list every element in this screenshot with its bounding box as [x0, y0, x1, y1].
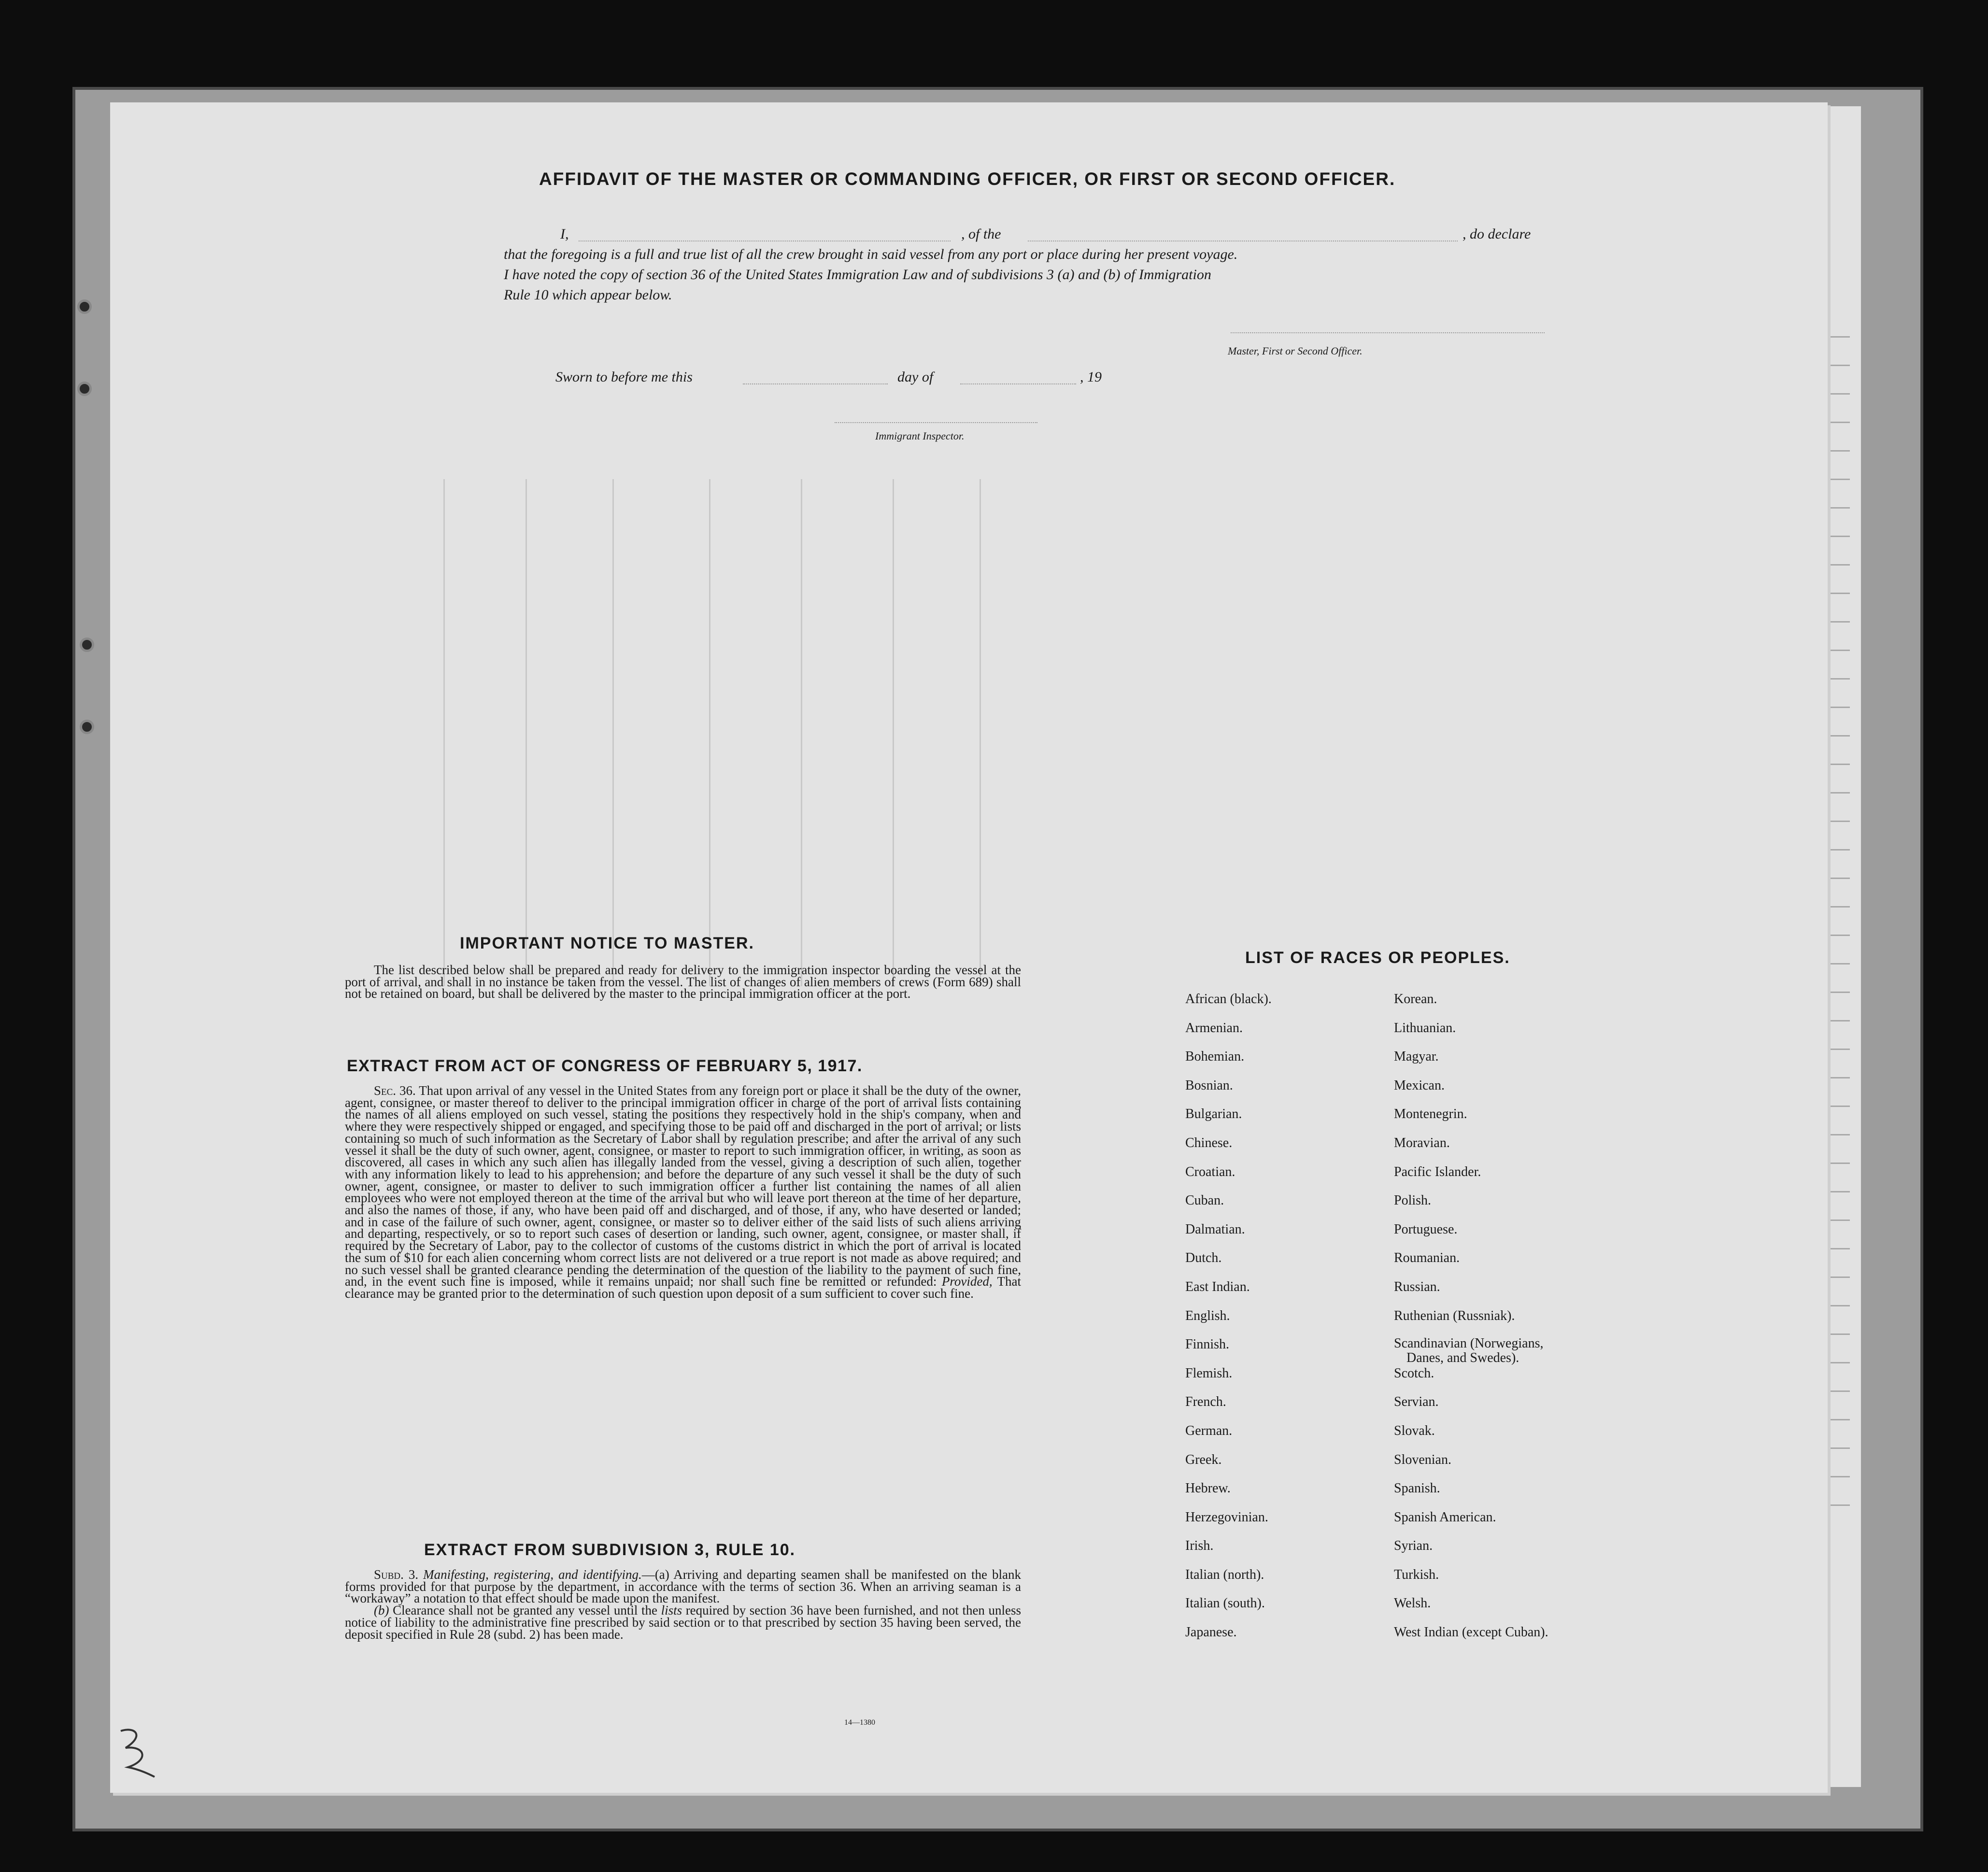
races-right-column: [1394, 991, 1548, 1653]
subd-a-label: —(a): [641, 1567, 669, 1582]
race-item: Irish.: [1185, 1538, 1214, 1554]
race-item: Scotch.: [1394, 1365, 1434, 1381]
binder-hole: [77, 299, 92, 314]
race-item: Bosnian.: [1185, 1078, 1233, 1093]
rule-extract-title: EXTRACT FROM SUBDIVISION 3, RULE 10.: [424, 1541, 796, 1559]
race-item: Syrian.: [1394, 1538, 1433, 1554]
race-item-line1: Scandinavian (Norwegians,: [1394, 1336, 1544, 1351]
column-line: [709, 479, 710, 986]
race-item: Cuban.: [1185, 1193, 1224, 1208]
column-line: [893, 479, 894, 986]
race-item: Polish.: [1394, 1193, 1432, 1208]
race-item: Bohemian.: [1185, 1049, 1245, 1064]
day-of-text: day of: [897, 369, 934, 385]
subd-label: Subd. 3.: [374, 1567, 419, 1582]
affidavit-line2: that the foregoing is a full and true list of all the crew brought in said vessel from any port or place during her present voyage.: [504, 246, 1238, 262]
act-extract-title: EXTRACT FROM ACT OF CONGRESS OF FEBRUARY 5, 1917.: [347, 1057, 863, 1075]
race-item: Moravian.: [1394, 1135, 1450, 1150]
race-item: Welsh.: [1394, 1596, 1431, 1611]
rule-extract-text: [345, 1569, 1021, 1640]
race-item: Slovak.: [1394, 1423, 1435, 1438]
race-item: Turkish.: [1394, 1567, 1439, 1582]
race-item-line2: Danes, and Swedes).: [1406, 1350, 1519, 1366]
sworn-text: Sworn to before me this: [555, 369, 693, 385]
race-item: English.: [1185, 1308, 1230, 1323]
affidavit-declare: , do declare: [1463, 226, 1531, 242]
race-item: Pacific Islander.: [1394, 1164, 1481, 1179]
sec-36-text: That upon arrival of any vessel in the United States from any foreign port or place it shall be the duty of the owner, agent, consignee, or master thereof to deliver to the principal immigration officer in charge of the port of arrival lists containing the names of all aliens employed on such vessel, stating the positions they respectively hold in the ship's company, when and where they were respectively shipped or engaged, and specifying those to be paid off and discharged in the port of arrival; or lists containing so much of such information as the Secretary of Labor shall by regulation prescribe; and after the arrival of any such vessel it shall be the duty of such owner, agent, consignee, or master to report to such immigration officer, in writing, as soon as discovered, all cases in which any such alien has illegally landed from the vessel, giving a description of such alien, together with any information likely to lead to his apprehension; and before the departure of any such vessel it shall be the duty of such owner, agent, consignee, or master to deliver to such immigration officer a further list containing the names of all alien employees who were not employed thereon at the time of the arrival but who will leave port thereon at the time of her departure, and also the names of those, if any, who have been paid off and discharged, and of those, if any, who have deserted or landed; and in case of the failure of such owner, agent, consignee, or master so to deliver either of the said lists of such aliens arriving and departing, respectively, or so to report such cases of desertion or landing, such owner, agent, consignee, or master shall, if required by the Secretary of Labor, pay to the collector of customs of the customs district in which the port of arrival is located the sum of $10 for each alien concerning whom correct lists are not delivered or a true report is not made as above required; and no such vessel shall be granted clearance pending the determination of the question of the liability to the payment of such fine, and, in the event such fine is imposed, while it remains unpaid; nor shall such fine be remitted or refunded:: [345, 1083, 1021, 1289]
affidavit-of-the: , of the: [961, 226, 1001, 242]
race-item: Korean.: [1394, 992, 1437, 1007]
column-line: [980, 479, 981, 986]
act-extract-text: [345, 1085, 1021, 1300]
race-item: Spanish American.: [1394, 1509, 1496, 1525]
race-item: West Indian (except Cuban).: [1394, 1625, 1548, 1640]
sec-label: Sec. 36.: [374, 1083, 416, 1098]
handwritten-mark: [116, 1726, 159, 1779]
race-item: Portuguese.: [1394, 1221, 1458, 1237]
column-line: [443, 479, 445, 986]
affidavit-line3: I have noted the copy of section 36 of the United States Immigration Law and of subdivisions 3 (a) and (b) of Immigration: [504, 267, 1211, 283]
year-text: , 19: [1080, 369, 1102, 385]
race-item: Finnish.: [1185, 1337, 1230, 1352]
subd-a-text: Arriving and departing seamen shall be manifested on the blank forms provided for that purpose by the department, in accordance with the terms of section 36. When an arriving seaman is a “workaway” a notation to that effect should be made upon the manifest.: [345, 1567, 1022, 1606]
manifest-page: [110, 102, 1828, 1793]
binder-hole: [77, 382, 92, 396]
column-line: [525, 479, 527, 986]
master-signature-label: Master, First or Second Officer.: [1228, 345, 1363, 357]
provided-word: Provided,: [941, 1274, 993, 1289]
race-item: Dalmatian.: [1185, 1221, 1245, 1237]
race-item: Chinese.: [1185, 1135, 1233, 1150]
subd-b-text-1: Clearance shall not be granted any vessel until the: [393, 1603, 657, 1618]
binder-hole: [80, 720, 94, 734]
race-item: Dutch.: [1185, 1250, 1222, 1266]
subd-heading: Manifesting, registering, and identifying.: [423, 1567, 642, 1582]
column-line: [801, 479, 802, 986]
affidavit-line4: Rule 10 which appear below.: [504, 287, 672, 303]
race-item: East Indian.: [1185, 1279, 1250, 1294]
race-item: [1394, 1336, 1548, 1365]
race-item: Herzegovinian.: [1185, 1509, 1268, 1525]
race-item: Italian (south).: [1185, 1596, 1265, 1611]
sworn-day-blank: [743, 383, 888, 384]
race-item: Roumanian.: [1394, 1250, 1460, 1266]
race-item: Italian (north).: [1185, 1567, 1264, 1582]
affidavit-title: AFFIDAVIT OF THE MASTER OR COMMANDING OFFICER, OR FIRST OR SECOND OFFICER.: [539, 169, 1396, 189]
race-item: Croatian.: [1185, 1164, 1235, 1179]
month-blank: [960, 383, 1076, 384]
race-item: Mexican.: [1394, 1078, 1445, 1093]
race-item: Flemish.: [1185, 1365, 1233, 1381]
race-item: Servian.: [1394, 1394, 1439, 1410]
notice-title: IMPORTANT NOTICE TO MASTER.: [460, 934, 754, 952]
form-number: 14—1380: [844, 1718, 875, 1727]
column-line: [612, 479, 614, 986]
race-item: Hebrew.: [1185, 1481, 1231, 1496]
race-item: Japanese.: [1185, 1625, 1237, 1640]
race-item: Greek.: [1185, 1452, 1222, 1467]
race-item: Russian.: [1394, 1279, 1440, 1294]
race-item: Magyar.: [1394, 1049, 1439, 1064]
race-item: Montenegrin.: [1394, 1106, 1467, 1122]
race-item: French.: [1185, 1394, 1226, 1410]
races-left-column: [1185, 991, 1272, 1653]
race-item: Bulgarian.: [1185, 1106, 1242, 1122]
subd-b-text-2: required by section 36 have been furnished, and not then unless notice of liability to the administrative fine prescribed by said section or to that prescribed by section 35 having been served, the deposit specified in Rule 28 (subd. 2) has been made.: [345, 1603, 1022, 1642]
race-item: African (black).: [1185, 992, 1272, 1007]
race-item: Lithuanian.: [1394, 1020, 1456, 1035]
subd-b-lists: lists: [661, 1603, 682, 1618]
races-title: LIST OF RACES OR PEOPLES.: [1245, 949, 1510, 967]
binder-hole: [80, 638, 94, 652]
master-signature-line: [1231, 332, 1545, 333]
race-item: Ruthenian (Russniak).: [1394, 1308, 1515, 1323]
affidavit-i: I,: [560, 226, 569, 242]
inspector-signature-line: [835, 422, 1037, 423]
subd-b-label: (b): [374, 1603, 389, 1618]
inspector-label: Immigrant Inspector.: [875, 430, 965, 442]
race-item: Spanish.: [1394, 1481, 1440, 1496]
race-item: German.: [1185, 1423, 1233, 1438]
sec-36-text-end: That clearance may be granted prior to the determination of such question upon deposit of a sum sufficient to cover such fine.: [345, 1274, 1022, 1301]
notice-text: The list described below shall be prepared and ready for delivery to the immigration inspector boarding the vessel at the port of arrival, and shall in no instance be taken from the vessel. The list of changes of alien members of crews (Form 689) shall not be retained on board, but shall be delivered by the master to the principal immigration officer at the port.: [345, 963, 1021, 1001]
race-item: Armenian.: [1185, 1020, 1243, 1035]
race-item: Slovenian.: [1394, 1452, 1451, 1467]
